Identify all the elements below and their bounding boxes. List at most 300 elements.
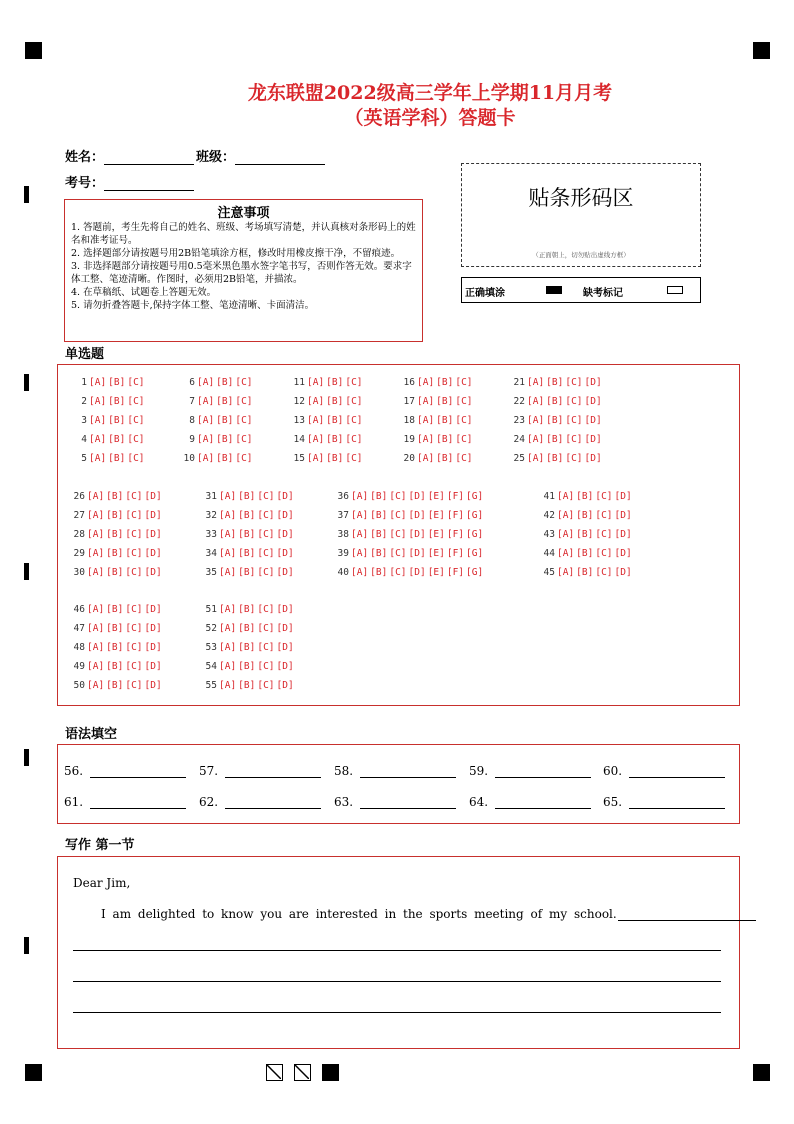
answer-option[interactable]: [A] — [219, 604, 237, 615]
answer-option[interactable]: [C] — [125, 491, 143, 502]
answer-option[interactable]: [C] — [455, 396, 473, 407]
answer-option[interactable]: [C] — [257, 642, 275, 653]
answer-option[interactable]: [C] — [127, 415, 145, 426]
answer-option[interactable]: [C] — [389, 529, 407, 540]
answer-option[interactable]: [C] — [345, 377, 363, 388]
answer-option[interactable]: [E] — [427, 491, 445, 502]
answer-option[interactable]: [A] — [87, 623, 105, 634]
answer-option[interactable]: [B] — [216, 415, 234, 426]
answer-option[interactable]: [B] — [238, 680, 256, 691]
answer-option[interactable]: [C] — [345, 453, 363, 464]
answer-option[interactable]: [D] — [276, 642, 294, 653]
answer-option[interactable]: [A] — [417, 377, 435, 388]
question-row — [202, 661, 294, 672]
answer-option[interactable]: [A] — [527, 434, 545, 445]
grammar-blank[interactable] — [603, 764, 622, 778]
answer-option[interactable]: [D] — [144, 510, 162, 521]
answer-option[interactable]: [A] — [307, 434, 325, 445]
answer-option[interactable]: [C] — [565, 377, 583, 388]
answer-option[interactable]: [A] — [557, 529, 575, 540]
answer-option[interactable]: [G] — [466, 510, 484, 521]
answer-option[interactable]: [D] — [614, 548, 632, 559]
answer-option[interactable]: [D] — [276, 661, 294, 672]
answer-option[interactable]: [A] — [527, 396, 545, 407]
answer-option[interactable]: [B] — [546, 434, 564, 445]
grammar-blank[interactable] — [64, 795, 83, 809]
answer-option[interactable]: [B] — [216, 434, 234, 445]
answer-option[interactable]: [B] — [326, 453, 344, 464]
answer-option[interactable]: [B] — [436, 415, 454, 426]
blank-line[interactable] — [495, 777, 591, 778]
answer-option[interactable]: [A] — [219, 548, 237, 559]
answer-option[interactable]: [C] — [565, 434, 583, 445]
answer-option[interactable]: [C] — [389, 510, 407, 521]
answer-option[interactable]: [A] — [197, 415, 215, 426]
answer-option[interactable]: [F] — [446, 510, 465, 521]
answer-option[interactable]: [A] — [307, 377, 325, 388]
blank-number: 57. — [199, 764, 219, 778]
answer-option[interactable]: [A] — [219, 661, 237, 672]
answer-option[interactable]: [A] — [527, 415, 545, 426]
answer-option[interactable]: [A] — [219, 529, 237, 540]
answer-option[interactable]: [A] — [87, 642, 105, 653]
answer-option[interactable]: [C] — [389, 567, 407, 578]
question-number: 26 — [73, 491, 85, 502]
answer-option[interactable]: [B] — [106, 548, 124, 559]
answer-option[interactable]: [F] — [446, 491, 465, 502]
answer-option[interactable]: [C] — [257, 548, 275, 559]
answer-option[interactable]: [C] — [125, 567, 143, 578]
answer-option[interactable]: [A] — [219, 491, 237, 502]
blank-line[interactable] — [360, 777, 456, 778]
answer-option[interactable]: [F] — [446, 567, 465, 578]
answer-option[interactable]: [C] — [125, 510, 143, 521]
question-row — [400, 396, 473, 407]
answer-option[interactable]: [D] — [144, 567, 162, 578]
answer-option[interactable]: [C] — [595, 491, 613, 502]
answer-option[interactable]: [D] — [276, 548, 294, 559]
answer-option[interactable]: [C] — [565, 415, 583, 426]
blank-line[interactable] — [495, 808, 591, 809]
answer-option[interactable]: [D] — [614, 567, 632, 578]
answer-option[interactable]: [A] — [197, 377, 215, 388]
answer-option[interactable]: [A] — [417, 453, 435, 464]
question-row — [510, 377, 602, 388]
answer-option[interactable]: [A] — [557, 548, 575, 559]
answer-option[interactable]: [C] — [257, 567, 275, 578]
blank-line[interactable] — [90, 808, 186, 809]
question-row — [202, 491, 294, 502]
answer-option[interactable]: [C] — [257, 491, 275, 502]
answer-option[interactable]: [C] — [127, 434, 145, 445]
answer-option[interactable]: [A] — [89, 434, 107, 445]
answer-option[interactable]: [B] — [238, 567, 256, 578]
answer-option[interactable]: [D] — [584, 415, 602, 426]
answer-option[interactable]: [C] — [125, 529, 143, 540]
answer-option[interactable]: [C] — [595, 548, 613, 559]
answer-option[interactable]: [D] — [614, 491, 632, 502]
answer-option[interactable]: [B] — [370, 548, 388, 559]
answer-option[interactable]: [A] — [87, 510, 105, 521]
blank-number: 61. — [64, 795, 84, 809]
answer-option[interactable]: [B] — [108, 377, 126, 388]
answer-option[interactable]: [D] — [276, 491, 294, 502]
answer-option[interactable]: [C] — [127, 377, 145, 388]
answer-option[interactable]: [C] — [127, 453, 145, 464]
answer-option[interactable]: [A] — [87, 567, 105, 578]
answer-option[interactable]: [D] — [276, 567, 294, 578]
answer-option[interactable]: [C] — [257, 680, 275, 691]
answer-option[interactable]: [D] — [144, 623, 162, 634]
question-number: 49 — [73, 661, 85, 672]
class-field[interactable] — [235, 150, 325, 165]
answer-option[interactable]: [G] — [466, 491, 484, 502]
barcode-title: 贴条形码区 — [528, 186, 634, 210]
answer-option[interactable]: [B] — [436, 377, 454, 388]
question-number: 55 — [205, 680, 217, 691]
answer-option[interactable]: [D] — [144, 680, 162, 691]
answer-option[interactable]: [C] — [389, 548, 407, 559]
answer-option[interactable]: [A] — [197, 396, 215, 407]
question-number: 5 — [81, 453, 87, 464]
answer-option[interactable]: [C] — [345, 415, 363, 426]
answer-option[interactable]: [B] — [546, 453, 564, 464]
answer-option[interactable]: [B] — [238, 548, 256, 559]
writing-box — [57, 856, 740, 1049]
question-number: 22 — [513, 396, 525, 407]
answer-option[interactable]: [A] — [219, 567, 237, 578]
answer-option[interactable]: [C] — [125, 642, 143, 653]
answer-option[interactable]: [E] — [427, 529, 445, 540]
question-row — [180, 396, 253, 407]
answer-option[interactable]: [B] — [238, 604, 256, 615]
answer-option[interactable]: [B] — [108, 453, 126, 464]
question-number: 31 — [205, 491, 217, 502]
answer-option[interactable]: [D] — [144, 529, 162, 540]
answer-option[interactable]: [D] — [408, 491, 426, 502]
answer-option[interactable]: [C] — [125, 623, 143, 634]
answer-option[interactable]: [D] — [276, 604, 294, 615]
answer-option[interactable]: [D] — [144, 661, 162, 672]
answer-option[interactable]: [C] — [257, 529, 275, 540]
answer-option[interactable]: [C] — [455, 453, 473, 464]
answer-option[interactable]: [C] — [125, 604, 143, 615]
answer-option[interactable]: [A] — [351, 491, 369, 502]
question-number: 19 — [403, 434, 415, 445]
question-number: 46 — [73, 604, 85, 615]
name-label: 姓名： — [65, 150, 105, 165]
answer-option[interactable]: [G] — [466, 567, 484, 578]
grammar-blank[interactable] — [199, 764, 218, 778]
answer-option[interactable]: [C] — [595, 567, 613, 578]
answer-option[interactable]: [C] — [125, 661, 143, 672]
answer-option[interactable]: [D] — [276, 680, 294, 691]
answer-option[interactable]: [B] — [216, 377, 234, 388]
answer-option[interactable]: [B] — [106, 642, 124, 653]
blank-number: 59. — [469, 764, 489, 778]
answer-option[interactable]: [B] — [370, 510, 388, 521]
answer-option[interactable]: [C] — [257, 623, 275, 634]
answer-option[interactable]: [B] — [108, 434, 126, 445]
answer-option[interactable]: [A] — [351, 510, 369, 521]
answer-option[interactable]: [B] — [106, 604, 124, 615]
answer-option[interactable]: [B] — [326, 434, 344, 445]
answer-option[interactable]: [B] — [238, 510, 256, 521]
blank-number: 64. — [469, 795, 489, 809]
answer-option[interactable]: [B] — [576, 491, 594, 502]
notice-item: 4. 在草稿纸、试题卷上答题无效。 — [71, 287, 217, 298]
answer-option[interactable]: [B] — [576, 548, 594, 559]
question-row — [334, 529, 483, 540]
question-number: 54 — [205, 661, 217, 672]
answer-option[interactable]: [B] — [370, 529, 388, 540]
answer-option[interactable]: [C] — [565, 396, 583, 407]
writing-line[interactable] — [73, 981, 721, 982]
question-row — [70, 661, 162, 672]
answer-option[interactable]: [C] — [345, 396, 363, 407]
answer-option[interactable]: [E] — [427, 548, 445, 559]
answer-option[interactable]: [A] — [89, 396, 107, 407]
question-row — [334, 491, 483, 502]
grammar-blank[interactable] — [334, 764, 353, 778]
answer-option[interactable]: [B] — [238, 491, 256, 502]
answer-option[interactable]: [A] — [219, 623, 237, 634]
grammar-blank[interactable] — [469, 795, 488, 809]
answer-option[interactable]: [C] — [257, 510, 275, 521]
answer-option[interactable]: [A] — [417, 396, 435, 407]
answer-option[interactable]: [B] — [436, 434, 454, 445]
answer-option[interactable]: [D] — [408, 548, 426, 559]
answer-option[interactable]: [B] — [238, 642, 256, 653]
answer-option[interactable]: [B] — [576, 510, 594, 521]
question-row — [202, 680, 294, 691]
answer-option[interactable]: [A] — [219, 510, 237, 521]
answer-option[interactable]: [B] — [106, 510, 124, 521]
answer-option[interactable]: [A] — [417, 434, 435, 445]
question-number: 12 — [293, 396, 305, 407]
timing-mark — [24, 749, 29, 766]
answer-option[interactable]: [D] — [276, 529, 294, 540]
blank-line[interactable] — [225, 777, 321, 778]
blank-line[interactable] — [360, 808, 456, 809]
answer-option[interactable]: [B] — [106, 661, 124, 672]
writing-input[interactable] — [618, 906, 756, 921]
question-number: 32 — [205, 510, 217, 521]
answer-option[interactable]: [A] — [307, 453, 325, 464]
answer-option[interactable]: [B] — [546, 377, 564, 388]
name-field[interactable] — [104, 150, 194, 165]
answer-option[interactable]: [G] — [466, 529, 484, 540]
answer-option[interactable]: [C] — [389, 491, 407, 502]
answer-option[interactable]: [B] — [576, 529, 594, 540]
blank-number: 63. — [334, 795, 354, 809]
answer-option[interactable]: [F] — [446, 548, 465, 559]
answer-option[interactable]: [B] — [238, 623, 256, 634]
answer-option[interactable]: [C] — [455, 434, 473, 445]
answer-option[interactable]: [C] — [235, 453, 253, 464]
question-number: 40 — [337, 567, 349, 578]
blank-line[interactable] — [629, 777, 725, 778]
answer-option[interactable]: [C] — [595, 510, 613, 521]
answer-option[interactable]: [B] — [238, 661, 256, 672]
answer-option[interactable]: [B] — [326, 415, 344, 426]
question-number: 11 — [293, 377, 305, 388]
blank-number: 60. — [603, 764, 623, 778]
answer-option[interactable]: [C] — [455, 377, 473, 388]
blank-line[interactable] — [225, 808, 321, 809]
answer-option[interactable]: [B] — [546, 415, 564, 426]
answer-option[interactable]: [D] — [584, 377, 602, 388]
absent-mark-label: 缺考标记 — [583, 288, 623, 299]
answer-option[interactable]: [B] — [106, 529, 124, 540]
answer-option[interactable]: [D] — [276, 510, 294, 521]
answer-option[interactable]: [A] — [527, 453, 545, 464]
question-row — [70, 642, 162, 653]
answer-option[interactable]: [B] — [436, 453, 454, 464]
answer-option[interactable]: [A] — [197, 434, 215, 445]
answer-option[interactable]: [A] — [417, 415, 435, 426]
writing-line[interactable] — [73, 1012, 721, 1013]
question-row — [400, 377, 473, 388]
notice-box — [64, 199, 423, 342]
answer-option[interactable]: [A] — [557, 491, 575, 502]
answer-option[interactable]: [B] — [108, 415, 126, 426]
answer-option[interactable]: [B] — [370, 567, 388, 578]
answer-option[interactable]: [C] — [455, 415, 473, 426]
answer-option[interactable]: [F] — [446, 529, 465, 540]
answer-option[interactable]: [D] — [614, 529, 632, 540]
answer-option[interactable]: [D] — [614, 510, 632, 521]
blank-number: 58. — [334, 764, 354, 778]
answer-option[interactable]: [B] — [108, 396, 126, 407]
answer-option[interactable]: [B] — [436, 396, 454, 407]
answer-option[interactable]: [B] — [546, 396, 564, 407]
writing-line[interactable] — [73, 950, 721, 951]
answer-option[interactable]: [A] — [89, 377, 107, 388]
answer-option[interactable]: [B] — [576, 567, 594, 578]
question-row — [400, 453, 473, 464]
answer-option[interactable]: [E] — [427, 567, 445, 578]
answer-option[interactable]: [A] — [89, 453, 107, 464]
answer-option[interactable]: [A] — [87, 548, 105, 559]
question-row — [540, 510, 632, 521]
answer-option[interactable]: [C] — [235, 396, 253, 407]
answer-option[interactable]: [B] — [216, 453, 234, 464]
grammar-blank[interactable] — [603, 795, 622, 809]
answer-option[interactable]: [C] — [565, 453, 583, 464]
answer-option[interactable]: [A] — [351, 529, 369, 540]
answer-option[interactable]: [B] — [106, 491, 124, 502]
answer-option[interactable]: [B] — [326, 396, 344, 407]
answer-option[interactable]: [C] — [127, 396, 145, 407]
question-row — [72, 377, 145, 388]
answer-option[interactable]: [C] — [235, 377, 253, 388]
answer-option[interactable]: [C] — [235, 434, 253, 445]
question-row — [400, 415, 473, 426]
question-number: 30 — [73, 567, 85, 578]
blank-line[interactable] — [629, 808, 725, 809]
answer-option[interactable]: [D] — [408, 567, 426, 578]
answer-option[interactable]: [D] — [144, 548, 162, 559]
exam-no-field[interactable] — [104, 176, 194, 191]
answer-option[interactable]: [D] — [144, 604, 162, 615]
answer-option[interactable]: [A] — [87, 491, 105, 502]
answer-option[interactable]: [D] — [144, 491, 162, 502]
answer-option[interactable]: [B] — [238, 529, 256, 540]
answer-option[interactable]: [C] — [235, 415, 253, 426]
answer-option[interactable]: [D] — [408, 529, 426, 540]
answer-option[interactable]: [A] — [219, 642, 237, 653]
question-row — [202, 548, 294, 559]
answer-option[interactable]: [E] — [427, 510, 445, 521]
answer-option[interactable]: [D] — [584, 434, 602, 445]
answer-option[interactable]: [B] — [106, 680, 124, 691]
answer-option[interactable]: [A] — [87, 680, 105, 691]
question-row — [70, 680, 162, 691]
answer-option[interactable]: [C] — [595, 529, 613, 540]
answer-option[interactable]: [A] — [307, 396, 325, 407]
answer-option[interactable]: [B] — [106, 623, 124, 634]
answer-option[interactable]: [D] — [584, 453, 602, 464]
answer-option[interactable]: [A] — [87, 661, 105, 672]
grammar-blank[interactable] — [64, 764, 83, 778]
question-row — [72, 396, 145, 407]
answer-option[interactable]: [A] — [351, 567, 369, 578]
question-row — [180, 453, 253, 464]
answer-option[interactable]: [G] — [466, 548, 484, 559]
answer-option[interactable]: [D] — [144, 642, 162, 653]
answer-option[interactable]: [A] — [307, 415, 325, 426]
grammar-blank[interactable] — [199, 795, 218, 809]
question-row — [70, 567, 162, 578]
name-row — [65, 146, 325, 165]
registration-mark — [25, 42, 42, 59]
question-number: 53 — [205, 642, 217, 653]
answer-option[interactable]: [D] — [584, 396, 602, 407]
answer-option[interactable]: [D] — [276, 623, 294, 634]
answer-option[interactable]: [B] — [216, 396, 234, 407]
answer-option[interactable]: [A] — [557, 510, 575, 521]
answer-option[interactable]: [A] — [197, 453, 215, 464]
blank-line[interactable] — [90, 777, 186, 778]
question-number: 45 — [543, 567, 555, 578]
answer-option[interactable]: [B] — [106, 567, 124, 578]
answer-option[interactable]: [B] — [326, 377, 344, 388]
answer-option[interactable]: [A] — [87, 604, 105, 615]
question-row — [70, 491, 162, 502]
answer-option[interactable]: [A] — [527, 377, 545, 388]
answer-option[interactable]: [C] — [345, 434, 363, 445]
question-number: 51 — [205, 604, 217, 615]
answer-option[interactable]: [C] — [257, 661, 275, 672]
answer-option[interactable]: [A] — [219, 680, 237, 691]
question-number: 8 — [189, 415, 195, 426]
question-row — [540, 491, 632, 502]
answer-option[interactable]: [A] — [89, 415, 107, 426]
grammar-blank[interactable] — [334, 795, 353, 809]
answer-option[interactable]: [A] — [87, 529, 105, 540]
answer-option[interactable]: [C] — [125, 548, 143, 559]
writing-greeting: Dear Jim, — [73, 876, 131, 890]
answer-option[interactable]: [B] — [370, 491, 388, 502]
answer-option[interactable]: [C] — [257, 604, 275, 615]
answer-option[interactable]: [A] — [557, 567, 575, 578]
absent-mark-box[interactable] — [667, 286, 683, 294]
answer-option[interactable]: [C] — [125, 680, 143, 691]
answer-option[interactable]: [A] — [351, 548, 369, 559]
grammar-blank[interactable] — [469, 764, 488, 778]
answer-option[interactable]: [D] — [408, 510, 426, 521]
